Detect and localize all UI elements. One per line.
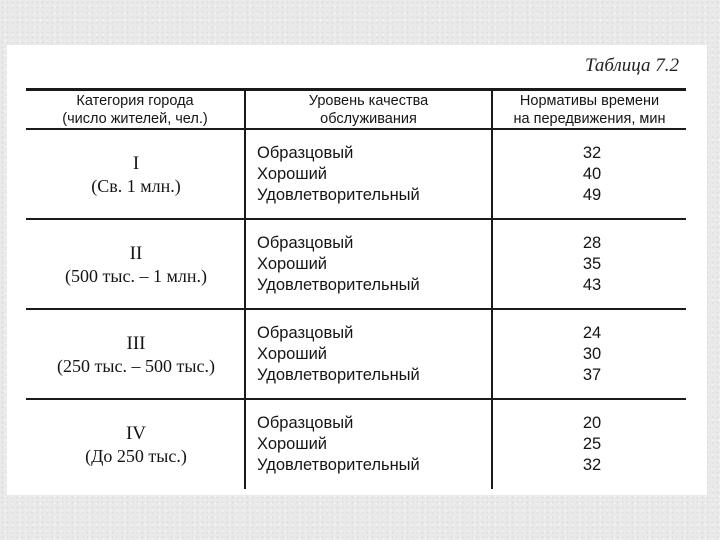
table-row-values [567,323,617,386]
row-divider-1 [26,218,686,220]
level-exemplary: Образцовый [257,144,354,162]
header-service-level-line2: обслуживания [320,111,417,127]
value-satisfactory: 43 [582,276,602,294]
level-satisfactory: Удовлетворительный [257,456,420,474]
value-satisfactory: 37 [582,366,602,384]
header-city-category [26,92,244,128]
table-row-levels [257,323,420,386]
level-good: Хороший [257,435,328,453]
header-bottom-rule [26,128,686,130]
level-good: Хороший [257,165,328,183]
value-exemplary: 28 [582,234,602,252]
level-good: Хороший [257,255,328,273]
category-roman: II [129,243,143,264]
slide [7,45,707,495]
table-row-levels [257,413,420,476]
header-city-category-line2: (число жителей, чел.) [62,111,208,127]
value-exemplary: 32 [582,144,602,162]
value-good: 40 [582,165,602,183]
value-satisfactory: 32 [582,456,602,474]
category-range: (500 тыс. – 1 млн.) [65,266,207,286]
category-roman: I [132,153,140,174]
row-divider-2 [26,308,686,310]
table-row-category [26,423,246,467]
category-range: (250 тыс. – 500 тыс.) [57,356,215,376]
header-time-norms-line2: на передвижения, мин [513,111,666,127]
row-divider-3 [26,398,686,400]
level-good: Хороший [257,345,328,363]
level-exemplary: Образцовый [257,234,354,252]
table-row-category [26,333,246,377]
header-city-category-line1: Категория города [76,93,194,109]
value-good: 30 [582,345,602,363]
table-row-values [567,143,617,206]
value-exemplary: 20 [582,414,602,432]
category-range: (До 250 тыс.) [85,446,187,466]
table-row-category [26,243,246,287]
level-satisfactory: Удовлетворительный [257,186,420,204]
table-row-levels [257,233,420,296]
level-satisfactory: Удовлетворительный [257,276,420,294]
column-divider-2 [491,89,493,489]
table-row-values [567,233,617,296]
header-time-norms-line1: Нормативы времени [519,93,660,109]
header-service-level [246,92,491,128]
level-exemplary: Образцовый [257,324,354,342]
header-service-level-line1: Уровень качества [308,93,429,109]
table-row-levels [257,143,420,206]
header-time-norms [493,92,686,128]
table-caption: Таблица 7.2 [585,55,679,76]
table-row-values [567,413,617,476]
value-exemplary: 24 [582,324,602,342]
level-exemplary: Образцовый [257,414,354,432]
table-top-rule [26,88,686,91]
value-good: 35 [582,255,602,273]
level-satisfactory: Удовлетворительный [257,366,420,384]
category-range: (Св. 1 млн.) [91,176,181,196]
category-roman: IV [125,423,147,444]
value-good: 25 [582,435,602,453]
value-satisfactory: 49 [582,186,602,204]
table-row-category [26,153,246,197]
category-roman: III [126,333,146,354]
